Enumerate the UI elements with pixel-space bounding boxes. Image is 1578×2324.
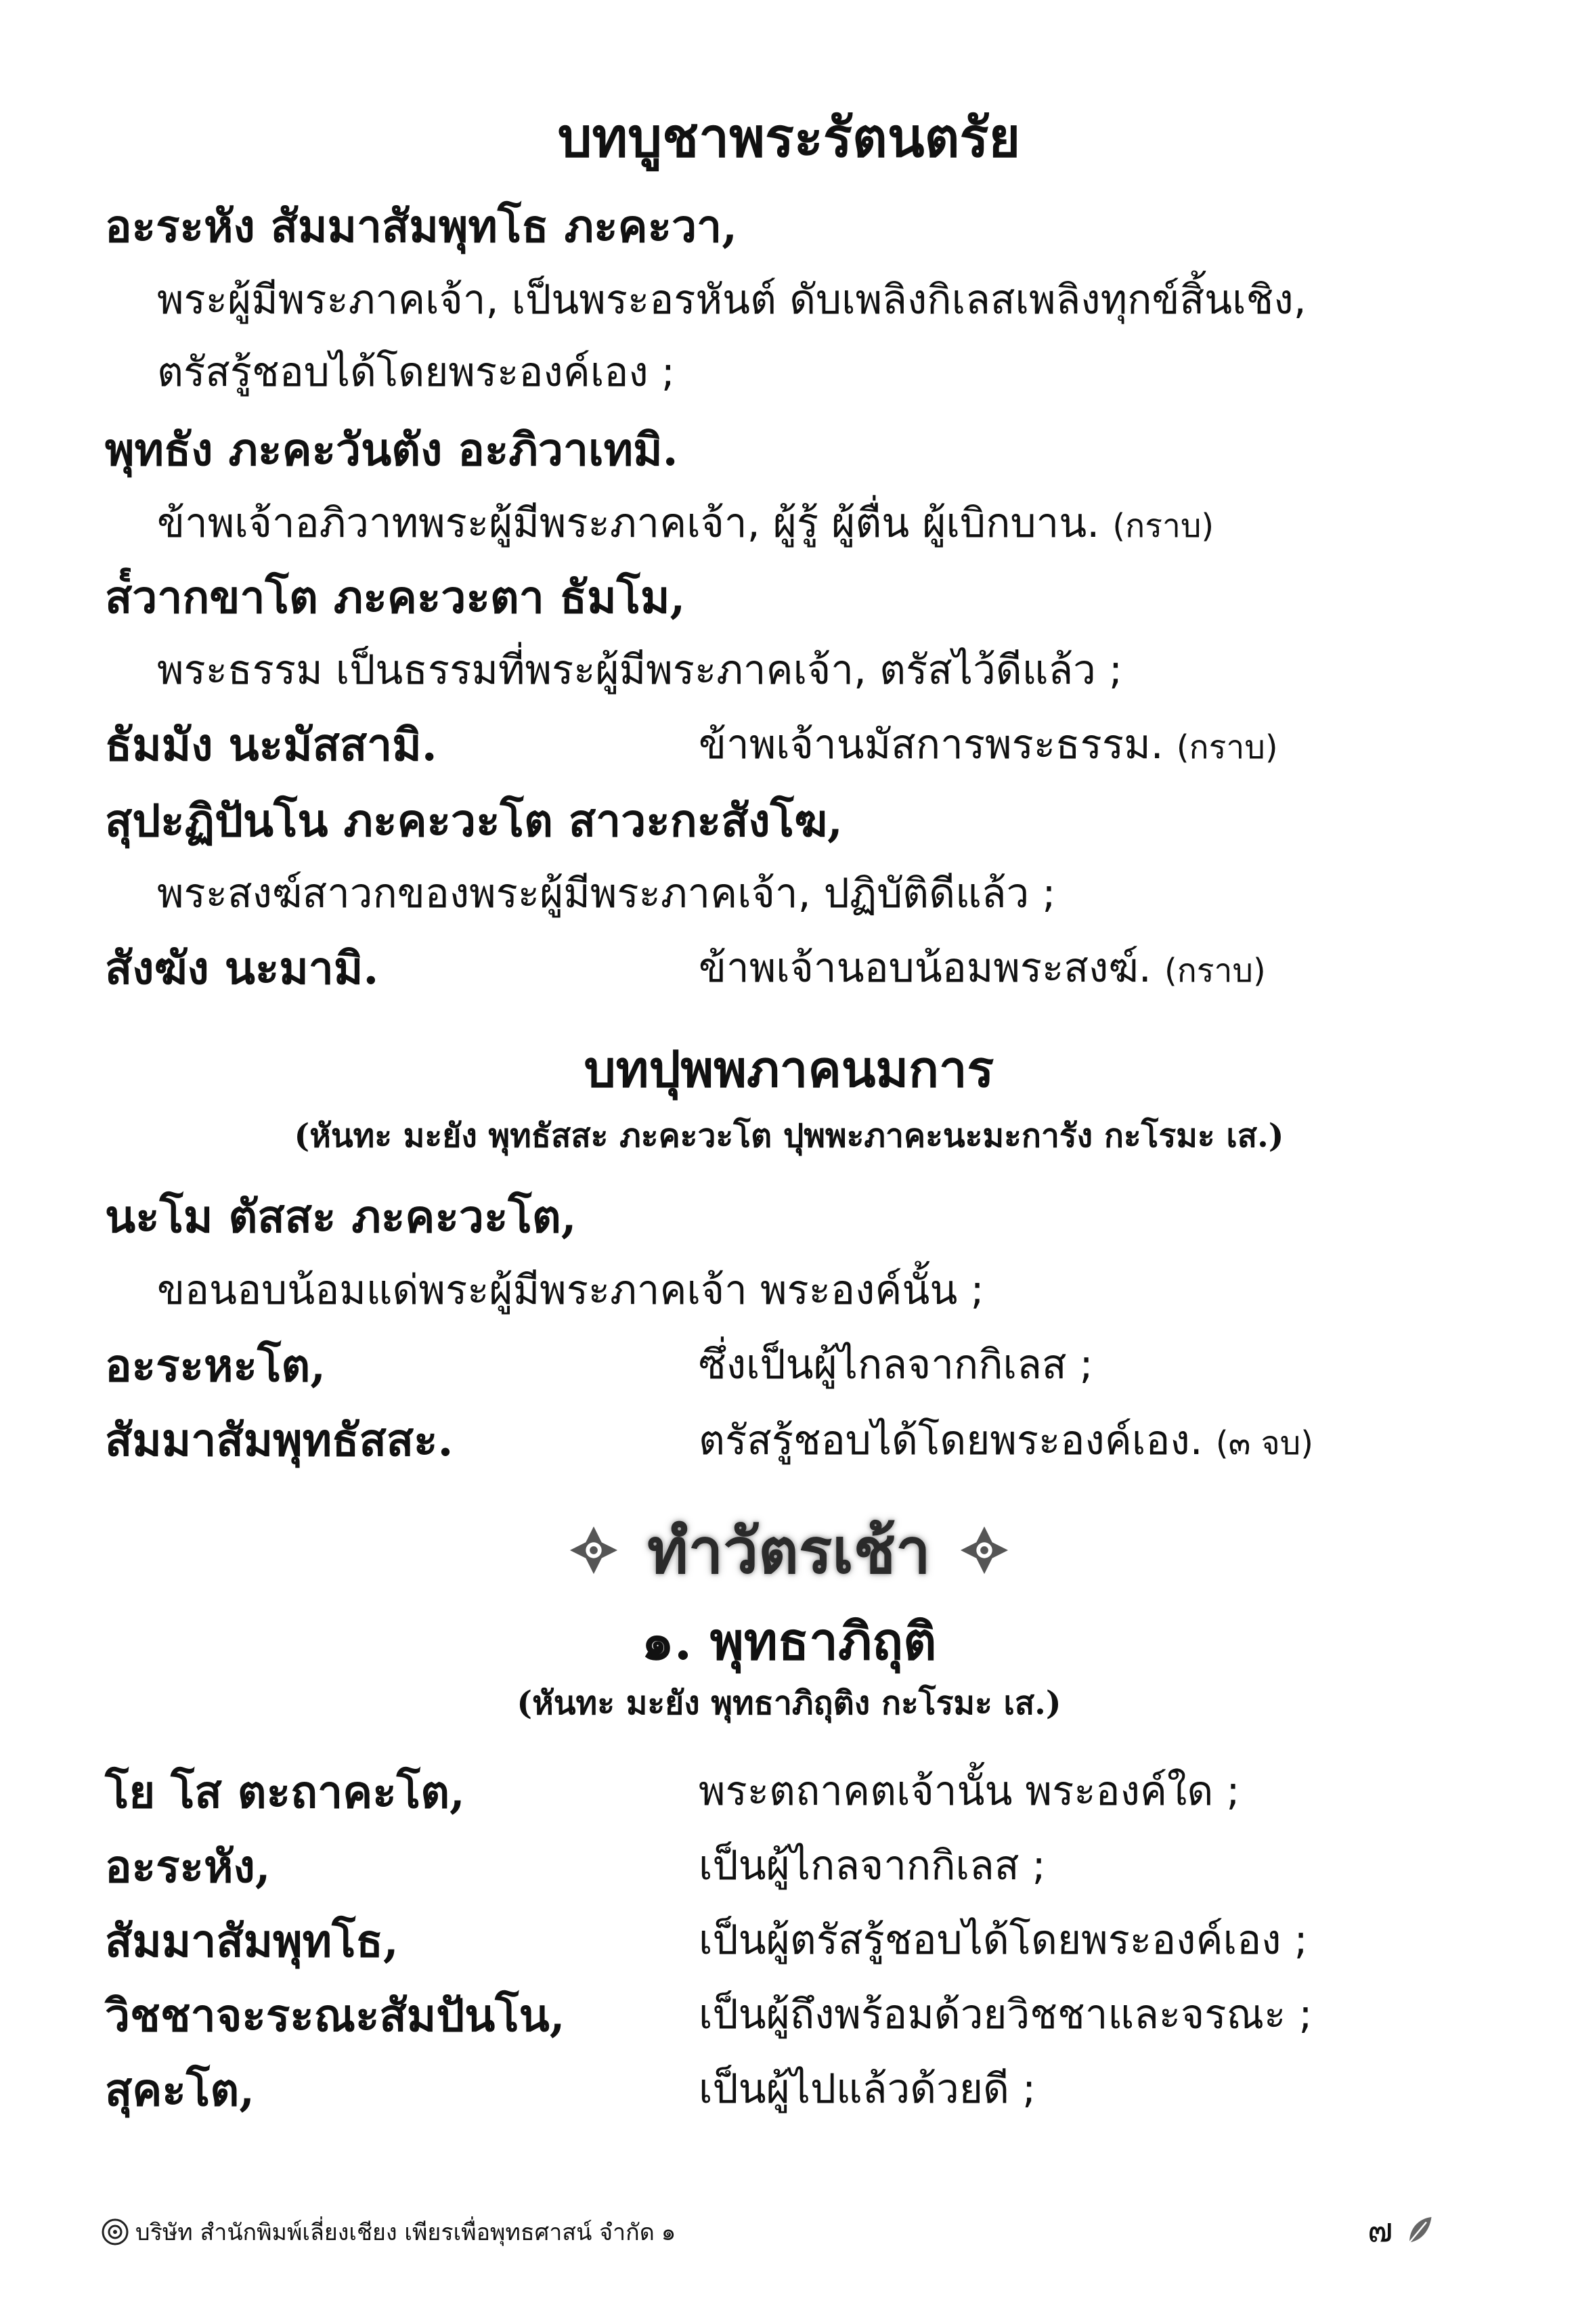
leaf-ornament-icon — [1403, 2214, 1437, 2248]
page-number-text: ๗ — [1367, 2210, 1393, 2250]
pali-line: วิชชาจะระณะสัมปันโน, — [105, 1989, 565, 2042]
pali-line: นะโม ตัสสะ ภะคะวะโต, — [105, 1190, 577, 1243]
ornament-icon — [958, 1524, 1011, 1577]
pali-line: สัมมาสัมพุทโธ, — [105, 1914, 399, 1967]
thai-translation: ซึ่งเป็นผู้ไกลจากกิเลส ; — [699, 1341, 1093, 1388]
pali-line: ส๎วากขาโต ภะคะวะตา ธัมโม, — [105, 571, 686, 623]
thai-translation — [699, 936, 1266, 1000]
thai-translation — [157, 491, 1214, 555]
main-heading-text: ทำวัตรเช้า — [647, 1514, 931, 1587]
publisher-logo-icon — [102, 2218, 129, 2245]
thai-translation: เป็นผู้ตรัสรู้ชอบได้โดยพระองค์เอง ; — [699, 1916, 1308, 1964]
thai-translation: พระสงฆ์สาวกของพระผู้มีพระภาคเจ้า, ปฏิบัติดีแล้ว ; — [157, 870, 1056, 917]
thai-translation: เป็นผู้ไกลจากกิเลส ; — [699, 1842, 1046, 1889]
section-title-buddhabhitthuti: ๑. พุทธาภิถุติ — [641, 1611, 937, 1671]
pali-line: พุทธัง ภะคะวันตัง อะภิวาเทมิ. — [105, 423, 678, 476]
thai-translation: พระตถาคตเจ้านั้น พระองค์ใด ; — [699, 1768, 1240, 1815]
pali-line: ธัมมัง นะมัสสามิ. — [105, 718, 437, 771]
page-number — [1367, 2204, 1437, 2257]
pali-line: สังฆัง นะมามิ. — [105, 942, 379, 994]
thai-translation: พระธรรม เป็นธรรมที่พระผู้มีพระภาคเจ้า, ตรัสไว้ดีแล้ว ; — [157, 646, 1123, 694]
thai-translation — [699, 712, 1278, 776]
thai-translation — [699, 1408, 1313, 1472]
footer — [102, 2214, 676, 2250]
thai-translation: เป็นผู้ไปแล้วด้วยดี ; — [699, 2065, 1036, 2113]
publisher-name: บริษัท สำนักพิมพ์เลี่ยงเชียง เพียรเพื่อพุทธศาสน์ จำกัด — [135, 2219, 655, 2246]
section-title-ratanattaya: บทบูชาพระรัตนตรัย — [557, 106, 1021, 169]
thai-text: ตรัสรู้ชอบได้โดยพระองค์เอง. — [699, 1417, 1203, 1464]
bow-note: (กราบ) — [1112, 507, 1214, 545]
section-subtitle: (หันทะ มะยัง พุทธาภิถุติง กะโรมะ เส.) — [517, 1684, 1061, 1722]
thai-translation: พระผู้มีพระภาคเจ้า, เป็นพระอรหันต์ ดับเพลิงกิเลสเพลิงทุกข์สิ้นเชิง, — [157, 276, 1307, 324]
thai-text: ข้าพเจ้าอภิวาทพระผู้มีพระภาคเจ้า, ผู้รู้ ผู้ตื่น ผู้เบิกบาน. — [157, 500, 1100, 547]
pali-line: สุคะโต, — [105, 2063, 255, 2116]
thai-text: ข้าพเจ้านมัสการพระธรรม. — [699, 721, 1164, 768]
repeat-note: (๓ จบ) — [1215, 1424, 1313, 1462]
bow-note: (กราบ) — [1164, 952, 1266, 990]
thai-translation: ตรัสรู้ชอบได้โดยพระองค์เอง ; — [157, 349, 675, 396]
pali-line: สุปะฏิปันโน ภะคะวะโต สาวะกะสังโฆ, — [105, 794, 843, 847]
pali-line: สัมมาสัมพุทธัสสะ. — [105, 1413, 454, 1466]
bow-note: (กราบ) — [1176, 728, 1278, 766]
section-subtitle: (หันทะ มะยัง พุทธัสสะ ภะคะวะโต ปุพพะภาคะนะมะการัง กะโรมะ เส.) — [294, 1117, 1284, 1155]
main-heading — [0, 1513, 1578, 1587]
thai-translation: เป็นผู้ถึงพร้อมด้วยวิชชาและจรณะ ; — [699, 1991, 1313, 2038]
pali-line: อะระหัง สัมมาสัมพุทโธ ภะคะวา, — [105, 200, 738, 253]
thai-translation: ขอนอบน้อมแด่พระผู้มีพระภาคเจ้า พระองค์นั้น ; — [157, 1267, 984, 1314]
pali-line: อะระหะโต, — [105, 1339, 326, 1392]
section-title-pubbabhaga: บทปุพพภาคนมการ — [584, 1040, 994, 1099]
pali-line: โย โส ตะถาคะโต, — [105, 1766, 466, 1818]
pali-line: อะระหัง, — [105, 1840, 271, 1893]
publisher-mark: ๑ — [661, 2219, 676, 2246]
ornament-icon — [567, 1524, 620, 1577]
thai-text: ข้าพเจ้านอบน้อมพระสงฆ์. — [699, 944, 1152, 992]
